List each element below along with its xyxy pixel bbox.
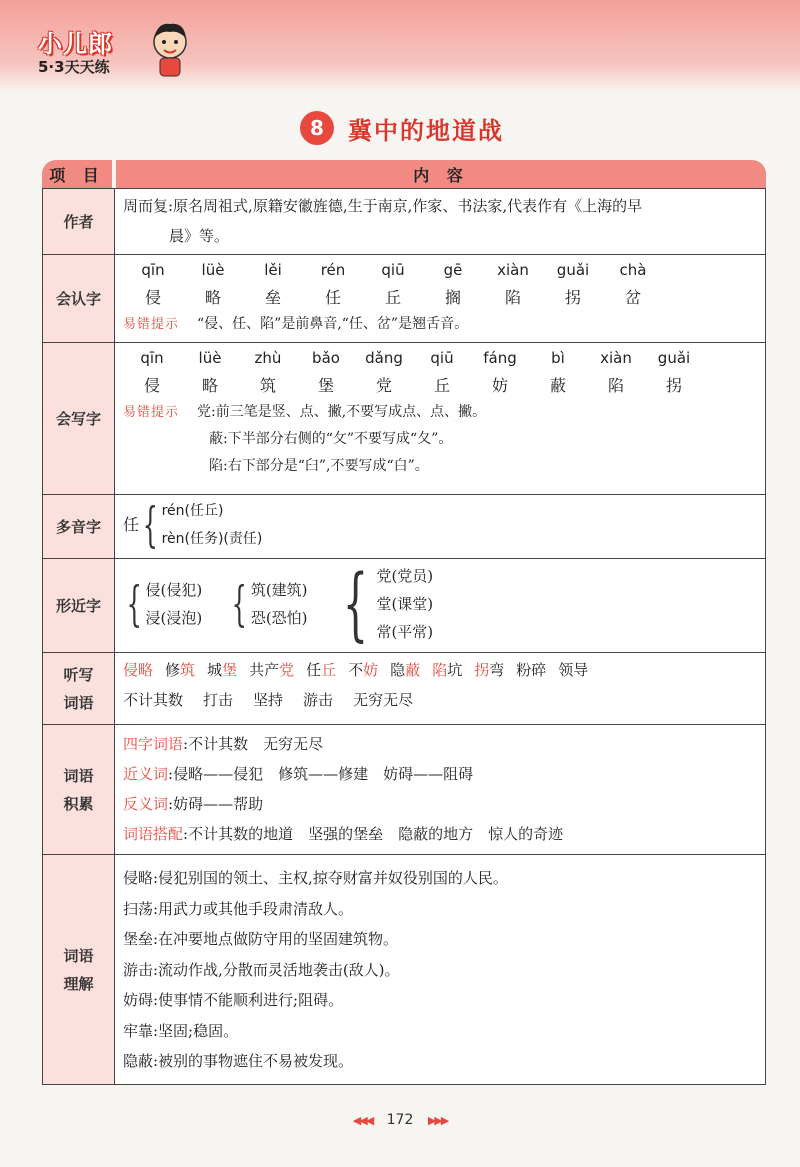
dictation-word: 不计其数 bbox=[123, 691, 184, 709]
brand-title: 小儿郎 bbox=[38, 30, 113, 58]
right-arrows-icon: ▶▶▶ bbox=[427, 1114, 448, 1127]
row-accumulate bbox=[43, 724, 765, 854]
dictation-word: 打击 bbox=[203, 691, 234, 709]
write-hanzi-7: 蔽 bbox=[549, 376, 566, 395]
label-dictation-1: 听写 bbox=[63, 665, 94, 684]
read-hanzi-8: 岔 bbox=[624, 288, 641, 307]
content-polyphone bbox=[115, 495, 765, 558]
read-hanzi-row bbox=[123, 284, 757, 311]
write-tip-label: 易错提示 bbox=[123, 405, 180, 420]
content-understand bbox=[115, 855, 765, 1084]
understand-line: 堡垒:在冲要地点做防守用的坚固建筑物。 bbox=[123, 930, 399, 948]
dictation-word: 城堡 bbox=[207, 661, 238, 679]
row-polyphone bbox=[43, 494, 765, 558]
author-line2: 晨》等。 bbox=[169, 227, 230, 245]
row-author bbox=[43, 188, 765, 254]
write-pinyin-8: xiàn bbox=[600, 349, 632, 367]
read-pinyin-3: rén bbox=[320, 261, 346, 279]
header-item: 项 目 bbox=[42, 160, 112, 188]
label-write-chars: 会写字 bbox=[43, 343, 115, 494]
dictation-word: 共产党 bbox=[249, 661, 295, 679]
brace-icon: { bbox=[126, 575, 142, 632]
understand-line: 扫荡:用武力或其他手段肃清敌人。 bbox=[123, 899, 354, 918]
content-similar bbox=[115, 556, 765, 652]
similar-group-3 bbox=[376, 562, 433, 646]
content-author bbox=[115, 189, 765, 254]
accumulate-line: 近义词:侵略——侵犯 修筑——修建 妨碍——阻碍 bbox=[123, 765, 474, 783]
similar-2a: 筑(建筑) bbox=[250, 580, 308, 599]
write-hanzi-5: 丘 bbox=[433, 376, 450, 395]
content-read-chars bbox=[115, 255, 765, 342]
table-header bbox=[42, 160, 766, 188]
content-write-chars bbox=[115, 343, 765, 494]
read-pinyin-4: qiū bbox=[381, 261, 405, 279]
dictation-word: 陷坑 bbox=[432, 661, 463, 679]
content-accumulate bbox=[115, 725, 765, 854]
brand-subtitle: 5·3天天练 bbox=[38, 58, 110, 76]
read-pinyin-5: gē bbox=[443, 261, 463, 279]
dictation-word: 坚持 bbox=[253, 691, 284, 709]
write-pinyin-0: qīn bbox=[140, 349, 164, 367]
reading-2: rèn(任务)(责任) bbox=[161, 530, 263, 547]
write-pinyin-2: zhù bbox=[254, 349, 282, 367]
understand-line: 隐蔽:被别的事物遮住不易被发现。 bbox=[123, 1052, 354, 1070]
write-hanzi-8: 陷 bbox=[607, 376, 624, 395]
read-pinyin-1: lüè bbox=[201, 261, 225, 279]
write-hanzi-1: 略 bbox=[201, 376, 218, 395]
lesson-title-text: 冀中的地道战 bbox=[348, 116, 504, 145]
read-pinyin-2: lěi bbox=[264, 261, 282, 279]
content-dictation bbox=[115, 653, 765, 724]
mascot-icon bbox=[148, 18, 192, 78]
read-hanzi-6: 陷 bbox=[504, 288, 521, 307]
dictation-word: 不妨 bbox=[348, 661, 379, 679]
write-pinyin-3: bǎo bbox=[312, 349, 340, 367]
read-hanzi-0: 侵 bbox=[144, 288, 161, 307]
accumulate-line: 词语搭配:不计其数的地道 坚强的堡垒 隐蔽的地方 惊人的奇迹 bbox=[123, 825, 564, 843]
write-hanzi-6: 妨 bbox=[491, 376, 508, 395]
dictation-word: 侵略 bbox=[123, 661, 154, 679]
read-pinyin-0: qīn bbox=[141, 261, 165, 279]
label-read-chars: 会认字 bbox=[43, 255, 115, 342]
write-tip-text-1: 党:前三笔是竖、点、撇,不要写成点、点、撇。 bbox=[197, 404, 487, 420]
polyphone-char: 任 bbox=[123, 514, 140, 534]
write-hanzi-2: 筑 bbox=[259, 376, 276, 395]
similar-3c: 常(平常) bbox=[376, 622, 434, 641]
brand-logo bbox=[30, 18, 190, 84]
row-read-chars bbox=[43, 254, 765, 342]
write-tip-2: 蔽:下半部分右侧的“攵”不要写成“夂”。 bbox=[209, 431, 453, 447]
row-understand bbox=[43, 854, 765, 1084]
page-number: 172 bbox=[386, 1112, 414, 1128]
similar-1b: 浸(浸泡) bbox=[145, 608, 203, 627]
write-pinyin-row bbox=[123, 345, 757, 372]
label-understand bbox=[43, 855, 115, 1084]
label-dictation-2: 词语 bbox=[63, 693, 94, 712]
dictation-word: 修筑 bbox=[165, 661, 196, 679]
row-similar bbox=[43, 558, 765, 652]
lesson-number: 8 bbox=[300, 111, 334, 145]
read-hanzi-7: 拐 bbox=[564, 288, 581, 307]
write-pinyin-7: bì bbox=[551, 349, 565, 367]
dictation-word: 无穷无尽 bbox=[353, 691, 414, 709]
read-pinyin-7: guǎi bbox=[556, 261, 590, 279]
read-tip-label: 易错提示 bbox=[123, 317, 180, 332]
polyphone-readings bbox=[162, 497, 263, 553]
write-hanzi-9: 拐 bbox=[665, 376, 682, 395]
reading-1: rén(任丘) bbox=[161, 502, 224, 519]
similar-3a: 党(党员) bbox=[376, 566, 434, 585]
read-pinyin-row bbox=[123, 257, 757, 284]
brace-icon: { bbox=[142, 496, 158, 553]
dictation-word: 游击 bbox=[303, 691, 334, 709]
read-hanzi-4: 丘 bbox=[384, 288, 401, 307]
dictation-word: 拐弯 bbox=[474, 661, 505, 679]
write-tip-3: 陷:右下部分是“臼”,不要写成“白”。 bbox=[209, 458, 429, 474]
read-hanzi-1: 略 bbox=[204, 288, 221, 307]
read-hanzi-2: 垒 bbox=[264, 288, 281, 307]
page-footer bbox=[0, 1112, 800, 1128]
write-pinyin-5: qiū bbox=[430, 349, 454, 367]
accumulate-line: 反义词:妨碍——帮助 bbox=[123, 795, 264, 813]
row-dictation bbox=[43, 652, 765, 724]
accumulate-line: 四字词语:不计其数 无穷无尽 bbox=[123, 735, 324, 753]
understand-line: 妨碍:使事情不能顺利进行;阻碍。 bbox=[123, 991, 344, 1009]
write-tip-1 bbox=[123, 399, 757, 426]
label-author: 作者 bbox=[43, 189, 115, 254]
write-hanzi-row bbox=[123, 372, 757, 399]
dictation-word: 领导 bbox=[558, 661, 589, 679]
write-pinyin-6: fáng bbox=[483, 349, 517, 367]
write-hanzi-3: 堡 bbox=[317, 376, 334, 395]
dictation-word: 粉碎 bbox=[516, 661, 547, 679]
brace-icon: { bbox=[342, 556, 368, 650]
label-understand-1: 词语 bbox=[63, 946, 94, 965]
brace-icon: { bbox=[231, 575, 248, 632]
dictation-row-1 bbox=[123, 655, 757, 685]
left-arrows-icon: ◀◀◀ bbox=[352, 1114, 373, 1127]
write-hanzi-0: 侵 bbox=[143, 376, 160, 395]
dictation-row-2 bbox=[123, 685, 757, 715]
dictation-word: 任丘 bbox=[306, 661, 337, 679]
write-pinyin-1: lüè bbox=[198, 349, 222, 367]
read-tip-text: “侵、任、陷”是前鼻音,“任、岔”是翘舌音。 bbox=[197, 316, 469, 332]
author-line1: 周而复:原名周祖式,原籍安徽旌德,生于南京,作家、书法家,代表作有《上海的早 bbox=[123, 197, 643, 215]
similar-1a: 侵(侵犯) bbox=[145, 580, 203, 599]
understand-line: 游击:流动作战,分散而灵活地袭击(敌人)。 bbox=[123, 960, 400, 979]
read-pinyin-8: chà bbox=[619, 261, 647, 279]
similar-2b: 恐(恐怕) bbox=[250, 608, 308, 627]
write-pinyin-9: guǎi bbox=[657, 349, 691, 367]
lesson-title bbox=[300, 110, 504, 146]
dictation-word: 隐蔽 bbox=[390, 661, 421, 679]
label-dictation bbox=[43, 653, 115, 724]
similar-3b: 堂(课堂) bbox=[376, 594, 434, 613]
write-hanzi-4: 党 bbox=[375, 376, 392, 395]
label-similar: 形近字 bbox=[43, 559, 115, 652]
content-table bbox=[42, 160, 766, 1085]
header-content: 内 容 bbox=[116, 160, 766, 188]
similar-group-1 bbox=[146, 576, 203, 632]
understand-line: 牢靠:坚固;稳固。 bbox=[123, 1021, 239, 1040]
understand-line: 侵略:侵犯别国的领土、主权,掠夺财富并奴役别国的人民。 bbox=[123, 869, 508, 887]
table-body bbox=[42, 188, 766, 1085]
label-polyphone: 多音字 bbox=[43, 495, 115, 558]
similar-group-2 bbox=[251, 576, 308, 632]
read-hanzi-3: 任 bbox=[324, 288, 341, 307]
read-tip bbox=[123, 311, 757, 338]
label-understand-2: 理解 bbox=[63, 974, 94, 993]
label-accumulate bbox=[43, 725, 115, 854]
read-hanzi-5: 搁 bbox=[444, 288, 461, 307]
label-accumulate-1: 词语 bbox=[63, 766, 94, 785]
write-pinyin-4: dǎng bbox=[365, 349, 403, 367]
read-pinyin-6: xiàn bbox=[497, 261, 529, 279]
label-accumulate-2: 积累 bbox=[63, 794, 94, 813]
row-write-chars bbox=[43, 342, 765, 494]
